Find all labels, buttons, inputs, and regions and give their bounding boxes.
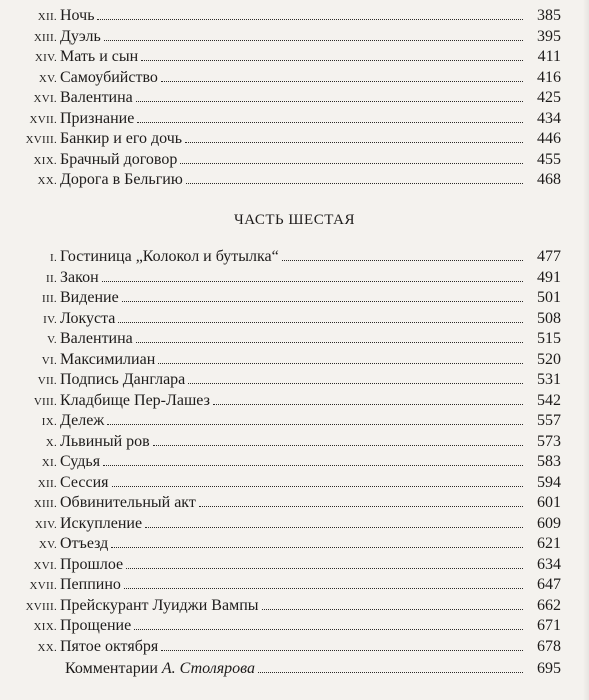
chapter-title: Валентина (60, 330, 133, 347)
chapter-page-number: 662 (537, 596, 561, 614)
dot-leader (136, 101, 523, 102)
dot-leader (134, 629, 523, 630)
commentary-page-number: 695 (537, 660, 561, 677)
chapter-title: Дуэль (60, 27, 101, 45)
toc-entry[interactable] (0, 129, 589, 150)
toc-entry[interactable] (0, 555, 589, 576)
dot-leader (188, 383, 523, 384)
chapter-title: Ночь (60, 7, 95, 24)
dot-leader (262, 609, 523, 610)
toc-list-part-five (0, 6, 589, 191)
dot-leader (161, 81, 523, 82)
chapter-title: Мать и сын (60, 48, 139, 65)
dot-leader (137, 122, 523, 123)
chapter-page-number: 455 (537, 150, 561, 168)
chapter-number: XV. (38, 539, 57, 551)
chapter-page-number: 468 (537, 171, 561, 188)
chapter-number: XVII. (29, 580, 57, 592)
dot-leader (136, 342, 523, 343)
chapter-number: XVIII. (25, 134, 57, 146)
dot-leader (126, 568, 523, 569)
toc-entry[interactable] (0, 268, 589, 289)
chapter-page-number: 601 (537, 494, 561, 511)
commentary-entry[interactable] (0, 659, 589, 679)
chapter-number: X. (45, 436, 57, 449)
dot-leader (111, 547, 523, 548)
commentary-author: А. Столярова (161, 660, 255, 677)
toc-entry[interactable] (0, 109, 589, 130)
chapter-title: Признание (60, 109, 135, 127)
chapter-page-number: 678 (537, 637, 561, 655)
chapter-number: V. (47, 334, 57, 346)
chapter-number: III. (42, 293, 57, 305)
chapter-title: Пятое октября (60, 637, 159, 655)
chapter-number: XVI. (33, 559, 57, 572)
chapter-number: VIII. (33, 395, 57, 408)
toc-entry[interactable] (0, 575, 589, 596)
chapter-title: Прошлое (60, 555, 124, 573)
toc-entry[interactable] (0, 370, 589, 391)
toc-entry[interactable] (0, 616, 589, 637)
chapter-number: XI. (41, 457, 57, 469)
dot-leader (107, 424, 523, 425)
chapter-title: Валентина (60, 89, 133, 106)
chapter-title: Пеппино (60, 576, 121, 593)
chapter-title: Гостиница „Колокол и бутылка“ (60, 248, 279, 265)
page-edge-shadow (583, 0, 589, 700)
dot-leader (161, 650, 523, 651)
dot-leader (104, 40, 523, 41)
chapter-number: XIX. (33, 621, 57, 633)
chapter-page-number: 671 (537, 617, 561, 634)
chapter-page-number: 557 (537, 412, 561, 429)
part-heading: ЧАСТЬ ШЕСТАЯ (234, 212, 355, 228)
chapter-page-number: 531 (537, 371, 561, 388)
chapter-page-number: 621 (537, 535, 561, 552)
chapter-number: XVI. (33, 93, 57, 105)
dot-leader (97, 19, 523, 20)
chapter-title: Видение (60, 289, 119, 306)
toc-entry[interactable] (0, 329, 589, 350)
chapter-number: IV. (43, 313, 57, 326)
chapter-number: XIII. (33, 31, 57, 44)
chapter-page-number: 416 (537, 68, 561, 86)
dot-leader (213, 404, 523, 405)
chapter-page-number: 446 (537, 130, 561, 147)
toc-entry[interactable] (0, 350, 589, 371)
dot-leader (186, 183, 523, 184)
dot-leader (145, 527, 523, 528)
toc-entry[interactable] (0, 288, 589, 309)
toc-entry[interactable] (0, 534, 589, 555)
chapter-page-number: 425 (537, 89, 561, 106)
chapter-page-number: 609 (537, 514, 561, 532)
chapter-number: XVII. (29, 113, 57, 126)
chapter-title: Судья (60, 453, 101, 470)
chapter-page-number: 501 (537, 289, 561, 306)
chapter-number: XVIII. (25, 600, 57, 613)
dot-leader (258, 672, 523, 673)
chapter-title: Локуста (60, 309, 116, 327)
chapter-number: XX. (37, 641, 57, 654)
dot-leader (153, 445, 523, 446)
chapter-page-number: 573 (537, 432, 561, 450)
chapter-number: II. (46, 272, 57, 285)
toc-entry[interactable] (0, 170, 589, 191)
chapter-page-number: 647 (537, 576, 561, 593)
chapter-page-number: 395 (537, 27, 561, 45)
toc-entry[interactable] (0, 88, 589, 109)
toc-entry[interactable] (0, 411, 589, 432)
dot-leader (158, 363, 523, 364)
chapter-title: Прощение (60, 617, 132, 634)
chapter-title: Брачный договор (60, 150, 178, 168)
chapter-page-number: 515 (537, 330, 561, 347)
toc-entry[interactable] (0, 514, 589, 535)
chapter-title: Подпись Данглара (60, 371, 186, 388)
chapter-number: XX. (37, 175, 57, 187)
toc-entry[interactable] (0, 473, 589, 494)
toc-entry[interactable] (0, 637, 589, 658)
chapter-title: Искупление (60, 514, 143, 532)
dot-leader (103, 465, 523, 466)
toc-entry[interactable] (0, 6, 589, 27)
chapter-number: XII. (37, 477, 57, 490)
chapter-title: Банкир и его дочь (60, 130, 183, 147)
commentary-label: Комментарии (65, 660, 158, 677)
chapter-number: IX. (41, 416, 57, 428)
chapter-number: XIX. (33, 154, 57, 167)
dot-leader (141, 60, 523, 61)
chapter-number: VI. (41, 354, 57, 367)
toc-entry[interactable] (0, 247, 589, 268)
chapter-title: Кладбище Пер-Лашез (60, 391, 210, 409)
toc-entry[interactable] (0, 150, 589, 171)
chapter-page-number: 594 (537, 473, 561, 491)
chapter-page-number: 477 (537, 248, 561, 265)
toc-entry[interactable] (0, 27, 589, 48)
chapter-number: XIII. (33, 498, 57, 510)
chapter-page-number: 411 (537, 48, 561, 65)
toc-list-part-six (0, 247, 589, 657)
chapter-page-number: 385 (537, 7, 561, 24)
toc-entry[interactable] (0, 596, 589, 617)
commentary-title (65, 659, 258, 679)
chapter-page-number: 508 (537, 309, 561, 327)
dot-leader (112, 486, 524, 487)
dot-leader (124, 588, 523, 589)
chapter-title: Прейскурант Луиджи Вампы (60, 596, 259, 614)
chapter-page-number: 583 (537, 453, 561, 470)
chapter-title: Самоубийство (60, 68, 158, 86)
chapter-page-number: 491 (537, 268, 561, 286)
toc-entry[interactable] (0, 452, 589, 473)
dot-leader (180, 163, 523, 164)
toc-entry[interactable] (0, 493, 589, 514)
chapter-title: Дележ (60, 412, 105, 429)
chapter-number: XIV. (34, 518, 57, 531)
chapter-number: XIV. (34, 52, 57, 64)
chapter-page-number: 634 (537, 555, 561, 573)
chapter-number: VII. (37, 375, 57, 387)
dot-leader (118, 322, 523, 323)
dot-leader (282, 260, 523, 261)
chapter-title: Сессия (60, 473, 109, 491)
chapter-title: Максимилиан (60, 350, 156, 368)
toc-entry[interactable] (0, 47, 589, 68)
chapter-number: XV. (38, 72, 57, 85)
dot-leader (199, 506, 523, 507)
chapter-page-number: 542 (537, 391, 561, 409)
dot-leader (102, 281, 523, 282)
toc-entry[interactable] (0, 68, 589, 89)
chapter-title: Дорога в Бельгию (60, 171, 183, 188)
chapter-title: Закон (60, 268, 99, 286)
toc-entry[interactable] (0, 391, 589, 412)
dot-leader (185, 142, 523, 143)
dot-leader (122, 301, 523, 302)
chapter-title: Отъезд (60, 535, 109, 552)
chapter-number: I. (49, 252, 57, 264)
chapter-page-number: 434 (537, 109, 561, 127)
chapter-number: XII. (37, 11, 57, 23)
toc-entry[interactable] (0, 309, 589, 330)
toc-entry[interactable] (0, 432, 589, 453)
chapter-title: Львиный ров (60, 432, 150, 450)
chapter-title: Обвинительный акт (60, 494, 196, 511)
chapter-page-number: 520 (537, 350, 561, 368)
